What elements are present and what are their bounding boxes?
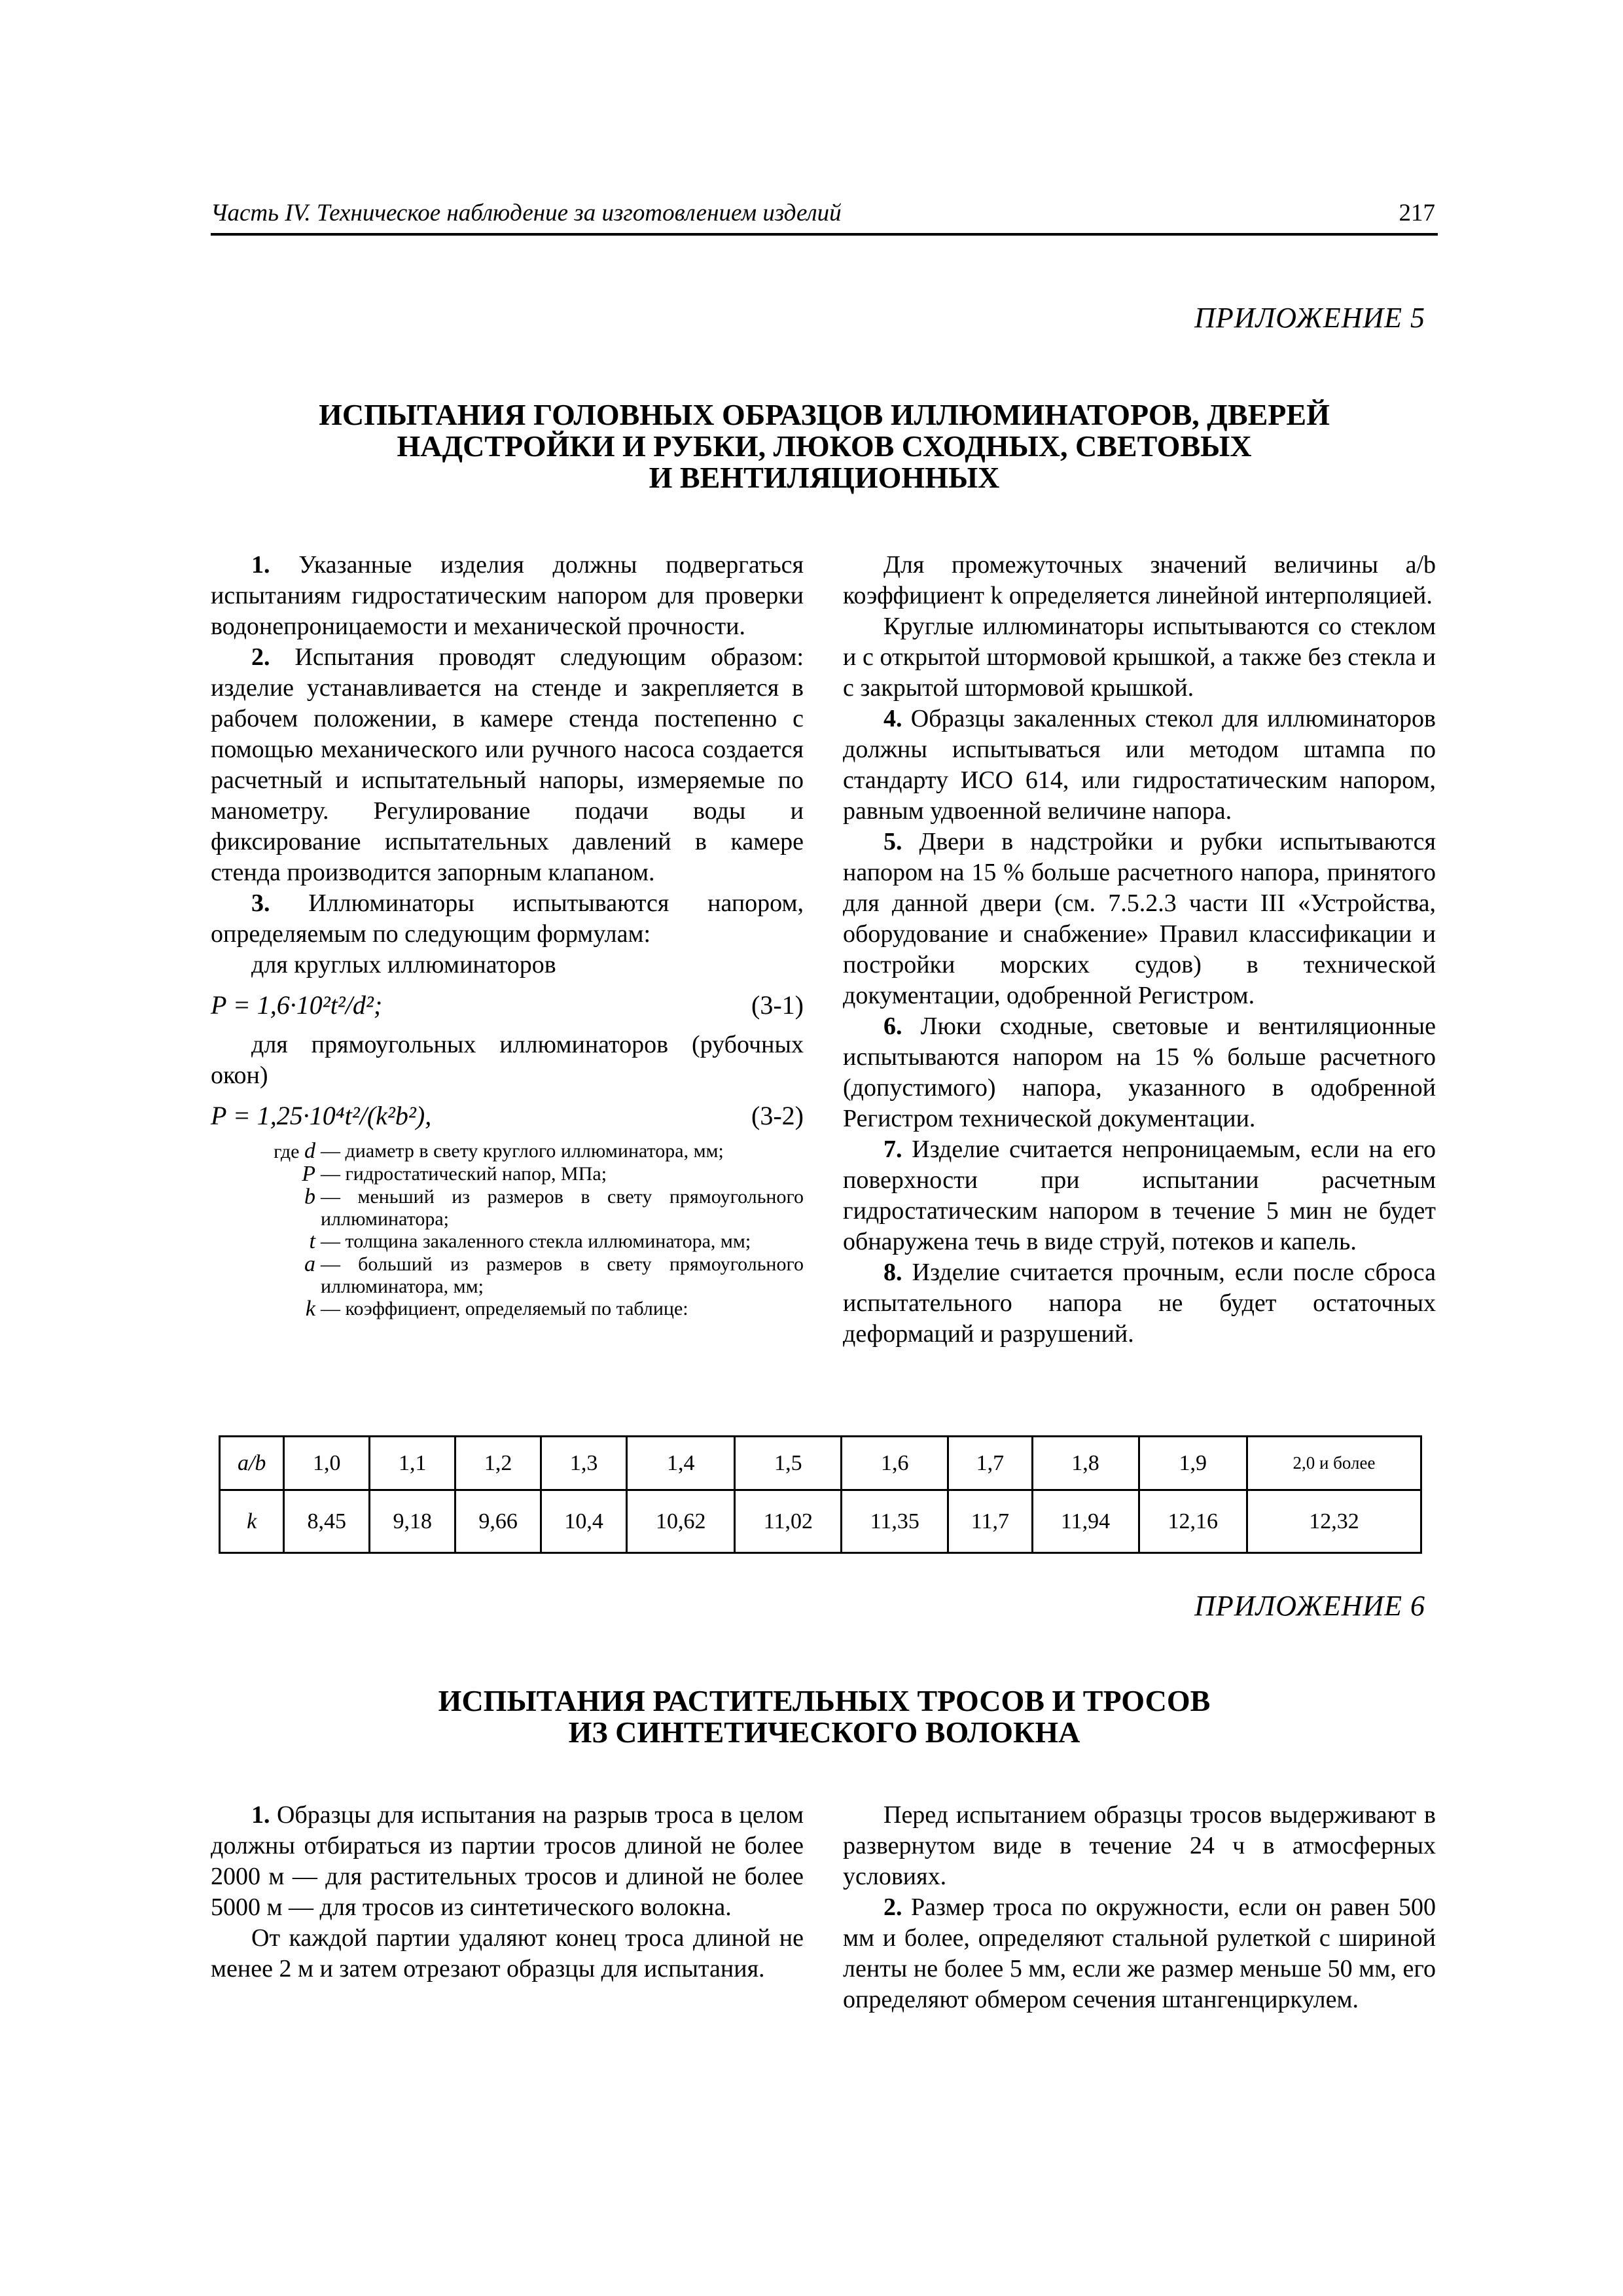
- table-cell: 11,35: [842, 1490, 948, 1553]
- table-cell: 11,02: [735, 1490, 842, 1553]
- paragraph-conditioning: Перед испытанием образцы тросов выдерживают в развернутом виде в течение 24 ч в атмосферных условиях.: [843, 1801, 1436, 1890]
- paragraph-text: Иллюминаторы испытываются напором, определяемым по следующим формулам:: [211, 889, 804, 948]
- table-header-cell: k: [220, 1490, 284, 1553]
- formula-expression: P = 1,6·10²t²/d²;: [211, 990, 383, 1020]
- legend-row: k — коэффициент, определяемый по таблице:: [305, 1297, 688, 1321]
- formula-expression: P = 1,25·10⁴t²/(k²b²),: [211, 1101, 432, 1130]
- table-cell: 1,2: [455, 1437, 541, 1490]
- running-header: [211, 196, 1438, 236]
- legend-row: b — меньший из размеров в свету прямоугольного иллюминатора;: [304, 1185, 804, 1230]
- coefficient-table: [219, 1435, 1422, 1554]
- legend-row: t — толщина закаленного стекла иллюминатора, мм;: [309, 1229, 751, 1253]
- table-row: [220, 1490, 1421, 1553]
- paragraph-2: [211, 642, 804, 888]
- title-line: ИЗ СИНТЕТИЧЕСКОГО ВОЛОКНА: [568, 1715, 1080, 1749]
- paragraph-4: 4. Образцы закаленных стекол для иллюминаторов должны испытываться или методом штампа по стандарту ИСО 614, или гидростатическим напором, равным удвоенной величине напора.: [843, 705, 1436, 825]
- paragraph-3a: для круглых иллюминаторов: [251, 951, 556, 978]
- formula-3-2: [211, 1100, 804, 1131]
- paragraph-1: 1. Образцы для испытания на разрыв троса в целом должны отбираться из партии тросов длиной не более 2000 м — для растительных тросов и длиной не более 5000 м — для тросов из синтетического волокна.: [211, 1801, 804, 1921]
- table-cell: 8,45: [284, 1490, 370, 1553]
- symbol-legend: [211, 1140, 804, 1321]
- paragraph-round-portholes: Круглые иллюминаторы испытываются со стеклом и с открытой штормовой крышкой, а также без стекла и с закрытой штормовой крышкой.: [843, 613, 1436, 702]
- table-cell: 1,1: [370, 1437, 455, 1490]
- paragraph-text: Указанные изделия должны подвергаться испытаниям гидростатическим напором для проверки водонепроницаемости и механической прочности.: [211, 551, 804, 640]
- paragraph-5: 5. Двери в надстройки и рубки испытываются напором на 15 % больше расчетного напора, принятого для данной двери (см. 7.5.2.3 части III «Устройства, оборудование и снабжение» Правил классификации и постройки морских судов) в технической документации, одобренной Регистром.: [843, 828, 1436, 1009]
- paragraph-6: 6. Люки сходные, световые и вентиляционные испытываются напором на 15 % больше расчетного (допустимого) напора, указанного в одобренной Регистром технической документации.: [843, 1013, 1436, 1132]
- paragraph-1b: От каждой партии удаляют конец троса длиной не менее 2 м и затем отрезают образцы для испытания.: [211, 1924, 804, 1982]
- table-cell: 11,7: [948, 1490, 1032, 1553]
- table-cell: 11,94: [1032, 1490, 1139, 1553]
- formula-number: (3-1): [751, 990, 804, 1020]
- table-cell: 12,32: [1247, 1490, 1421, 1553]
- title-line: ИСПЫТАНИЯ РАСТИТЕЛЬНЫХ ТРОСОВ И ТРОСОВ: [438, 1684, 1211, 1717]
- appendix-6-right-column: [843, 1800, 1436, 2015]
- table-cell: 1,6: [842, 1437, 948, 1490]
- paragraph-2: 2. Размер троса по окружности, если он равен 500 мм и более, определяют стальной рулеткой с шириной ленты не более 5 мм, если же размер меньше 50 мм, его определяют обмером сечения штангенциркулем.: [843, 1893, 1436, 2013]
- table-cell: 2,0 и более: [1247, 1437, 1421, 1490]
- table-cell: 1,8: [1032, 1437, 1139, 1490]
- paragraph-number: 2.: [251, 643, 270, 671]
- formula-number: (3-2): [751, 1101, 804, 1130]
- table-cell: 1,7: [948, 1437, 1032, 1490]
- table-cell: 1,5: [735, 1437, 842, 1490]
- legend-row: P — гидростатический напор, МПа;: [302, 1162, 607, 1186]
- appendix-6-left-column: [211, 1800, 804, 1984]
- appendix-5-label: ПРИЛОЖЕНИЕ 5: [1194, 302, 1425, 334]
- title-line: ИСПЫТАНИЯ ГОЛОВНЫХ ОБРАЗЦОВ ИЛЛЮМИНАТОРОВ, ДВЕРЕЙ: [319, 398, 1330, 431]
- paragraph-number: 1.: [251, 551, 270, 579]
- legend-row: a — больший из размеров в свету прямоугольного иллюминатора, мм;: [304, 1252, 804, 1297]
- page-number: 217: [1399, 200, 1435, 226]
- table-cell: 12,16: [1139, 1490, 1247, 1553]
- title-line: НАДСТРОЙКИ И РУБКИ, ЛЮКОВ СХОДНЫХ, СВЕТОВЫХ: [397, 429, 1252, 463]
- table-cell: 1,4: [627, 1437, 735, 1490]
- table-cell: 1,0: [284, 1437, 370, 1490]
- appendix-6-label: ПРИЛОЖЕНИЕ 6: [1194, 1590, 1425, 1622]
- paragraph-interpolation: Для промежуточных значений величины a/b коэффициент k определяется линейной интерполяцией.: [843, 551, 1436, 609]
- table-cell: 10,62: [627, 1490, 735, 1553]
- table-row: [220, 1437, 1421, 1490]
- paragraph-number: 3.: [251, 889, 270, 917]
- paragraph-3: [211, 888, 804, 950]
- table-cell: 10,4: [541, 1490, 627, 1553]
- table-cell: 9,18: [370, 1490, 455, 1553]
- appendix-5-right-column: [843, 550, 1436, 1350]
- running-header-title: Часть IV. Техническое наблюдение за изготовлением изделий: [211, 200, 842, 226]
- table-cell: 1,3: [541, 1437, 627, 1490]
- paragraph-3b: для прямоугольных иллюминаторов (рубочных окон): [211, 1031, 804, 1089]
- paragraph-7: 7. Изделие считается непроницаемым, если на его поверхности при испытании расчетным гидростатическим напором в течение 5 мин не будет обнаружена течь в виде струй, потеков и капель.: [843, 1136, 1436, 1255]
- paragraph-1: [211, 550, 804, 642]
- paragraph-8: 8. Изделие считается прочным, если после сброса испытательного напора не будет остаточных деформаций и разрушений.: [843, 1259, 1436, 1348]
- table-cell: 9,66: [455, 1490, 541, 1553]
- table-header-cell: a/b: [220, 1437, 284, 1490]
- appendix-5-left-column: [211, 550, 804, 1321]
- table-cell: 1,9: [1139, 1437, 1247, 1490]
- appendix-5-title: [211, 399, 1438, 493]
- legend-row: где d — диаметр в свету круглого иллюминатора, мм;: [274, 1139, 724, 1163]
- appendix-6-title: [211, 1685, 1438, 1748]
- paragraph-text: Испытания проводят следующим образом: изделие устанавливается на стенде и закрепляется в рабочем положении, в камере стенда постепенно с помощью механического или ручного насоса создается расчетный и испытательный напоры, измеряемые по манометру. Регулирование подачи воды и фиксирование испытательных давлений в камере стенда производится запорным клапаном.: [211, 643, 804, 886]
- title-line: И ВЕНТИЛЯЦИОННЫХ: [649, 461, 1000, 494]
- formula-3-1: [211, 990, 804, 1020]
